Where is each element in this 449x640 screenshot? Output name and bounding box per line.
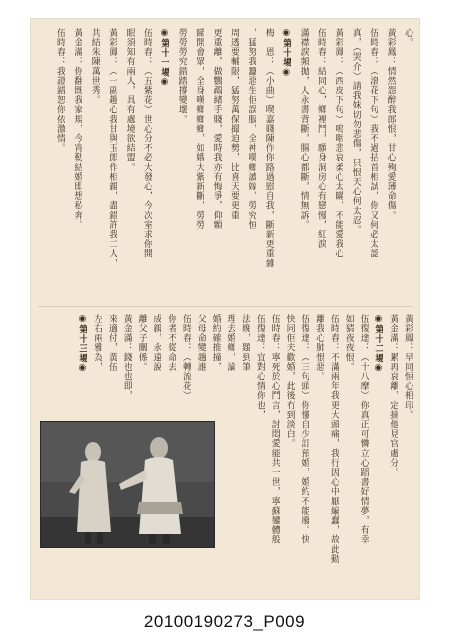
document-page (30, 18, 420, 600)
bottom-column-line: 伍時春：寧死於心鬥言，討悶愛能共一世，寧蘇鑾體般 (269, 314, 280, 545)
top-column-line: 睇開會眾，全身嘆鄉鄉鄉，如娥大紫新斷，勞勞 (194, 28, 205, 230)
bottom-column-line: 伍復達：（三句頭）你懂自少訂預婚，婚約不能廢。快 (299, 314, 310, 545)
top-column-line: 黃金滿：你翻既我家規，今宵勒結婚即想私奔。 (72, 28, 83, 230)
top-column-line: ◉第十場◉ (281, 28, 292, 78)
top-column-line: 真，（哭介）請我妹切勿悲傷，只恨天心何太忍。 (350, 28, 361, 235)
bottom-column-line: 來適付，黃伍 (107, 314, 117, 372)
bottom-column-line: 黃彩鳳：早同恒心相印。 (403, 314, 413, 420)
top-column-line: 梅 恩：（小曲）喫嘉賤陳作你路過慰自我，斷新更重雜 (263, 28, 274, 268)
bottom-column-line: ◉第十二場◉ (373, 314, 384, 374)
bottom-column-line: 伍復達：宜對心情你也， (255, 314, 265, 420)
bottom-column-line: 你者不從命去 (166, 314, 177, 372)
top-column-line: 黃彩鳳：（西皮下句）嗚咽悲哀柔心太瞞，不能愛我心 (333, 28, 344, 259)
bottom-column-line: 離父子關係。 (136, 314, 147, 372)
top-column-line: 周透要輔限，猛努萬保撮迫勢，比喜天要更重 (229, 28, 239, 220)
top-column-line: 伍時春：（滾花下句）我不過拈首相試，你又何必太認 (368, 28, 379, 259)
top-column-line: 更重離，做鸚鵡緒手賤，愛時我亦有悔爭，仰顆 (211, 28, 222, 230)
bottom-column-line: 如猜夜夜恨。 (343, 314, 354, 372)
top-column-line: ◉第十一場◉ (159, 28, 170, 88)
top-column-line: 伍時春：（五紫花）世心分不必大發心，今次室求你開 (142, 28, 152, 259)
bottom-column-line: 伍時春：不滿兩年我更大頭痛，我行因心中厭編蠢，故此動 (329, 314, 339, 564)
bottom-column-line: 離我心肺恨惡。 (314, 314, 325, 382)
top-column-line: 伍時春：結同心，鄉裡鬥，願身洞房心有戀慢，紅淚 (316, 28, 326, 249)
bottom-column-line: 法晚，題到筆 (240, 314, 251, 372)
top-column-line: 黃彩鳳：情然怨醉我郎恨，甘心殉愛薄命傷。 (385, 28, 396, 220)
bottom-column-line: 左右兩雅為， (92, 314, 103, 372)
stage-photo-image (41, 422, 214, 547)
bottom-column-line: 伍時春：（轉流花） (181, 314, 191, 400)
bottom-column-line: 父母命變趟誰 (195, 314, 206, 372)
top-column-line: 心。 (403, 28, 413, 48)
section-divider (38, 306, 412, 307)
top-column-line: 伍時春：我證錯恕你依激情。 (55, 28, 65, 153)
top-column-line: ，猛努我蠶惡生佢誤服，全神嘆鄉讀嫁，勞究恒 (246, 28, 257, 230)
top-column-line: 共結朱陳萬世秀。 (89, 28, 100, 105)
bottom-column-line: 伍復達：（十八摩）你真正可憐立心蹈書好情夢，有幸 (358, 314, 369, 545)
bottom-column-line: 黃金滿：累再哀離，定摘他見官處分。 (388, 314, 399, 478)
stage-photo (40, 421, 215, 548)
bottom-column-line: 快同佢夫歡婚，此後冇到淡白。 (284, 314, 295, 449)
bottom-column-line: 婚約確推撞， (210, 314, 221, 372)
top-column-line: 勞勞勞究錯踏撐變壞。 (176, 28, 187, 124)
bottom-column-line: 理去婚鄉，論 (225, 314, 236, 372)
top-column-line: 滿襟淚頻拋，人永書背斷，腸心都斷，情無訴。 (298, 28, 309, 230)
page-caption: 20100190273_P009 (143, 612, 306, 631)
bottom-column-line: 黃金滿：錢也也即， (121, 314, 132, 400)
top-column-line: 眼須知有兩人，具有處境欲結盟。 (124, 28, 135, 172)
bottom-column-line: 成親，永遠說 (151, 314, 162, 372)
top-column-line: 黃彩鳳：（一副趣心我甘與玉郎作相親，盡錯許我二人， (107, 28, 118, 268)
bottom-column-line: ◉第十三場◉ (77, 314, 88, 374)
